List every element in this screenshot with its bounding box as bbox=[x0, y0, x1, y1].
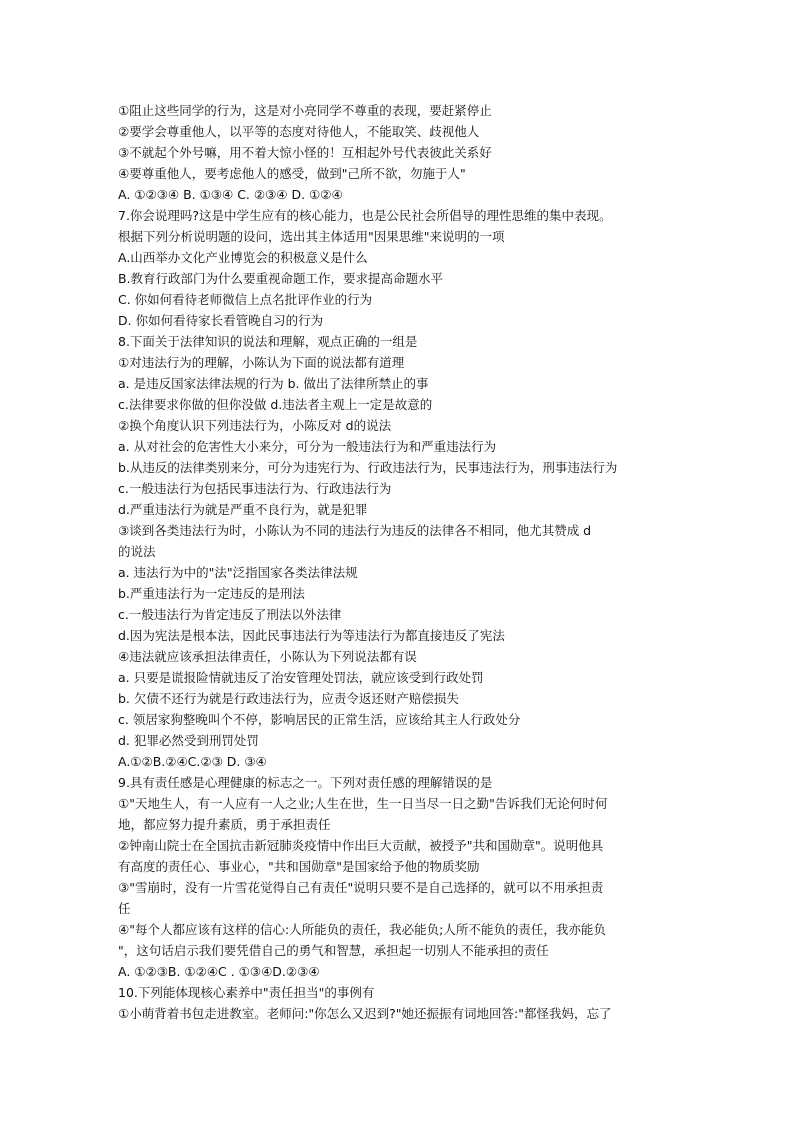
text-line: A. ①②③④ B. ①③④ C. ②③④ D. ①②④ bbox=[118, 187, 343, 202]
text-line: C. 你如何看待老师微信上点名批评作业的行为 bbox=[118, 292, 373, 307]
text-line: a. 违法行为中的"法"泛指国家各类法律法规 bbox=[118, 565, 358, 580]
text-line: c.一般违法行为包括民事违法行为、行政违法行为 bbox=[118, 481, 392, 496]
document-page bbox=[118, 100, 678, 1024]
text-line: 7.你会说理吗?这是中学生应有的核心能力，也是公民社会所倡导的理性思维的集中表现。 bbox=[118, 208, 612, 223]
text-line: 地，都应努力提升素质，勇于承担责任 bbox=[118, 817, 331, 832]
text-line: c.法律要求你做的但你没做 d.违法者主观上一定是故意的 bbox=[118, 397, 433, 412]
text-line: D. 你如何看待家长看管晚自习的行为 bbox=[118, 313, 324, 328]
text-line: a. 是违反国家法律法规的行为 b. 做出了法律所禁止的事 bbox=[118, 376, 429, 391]
text-line: ②换个角度认识下列违法行为，小陈反对 d的说法 bbox=[118, 418, 392, 433]
text-line: 根据下列分析说明题的设问，选出其主体适用"因果思维"来说明的一项 bbox=[118, 229, 505, 244]
text-line: c. 领居家狗整晚叫个不停，影响居民的正常生活，应该给其主人行政处分 bbox=[118, 712, 521, 727]
text-line: ①小萌背着书包走进教室。老师问:"你怎么又迟到?"她还振振有词地回答:"都怪我妈，忘了 bbox=[118, 1006, 612, 1021]
text-line: 8.下面关于法律知识的说法和理解，观点正确的一组是 bbox=[118, 334, 418, 349]
text-line: ①阻止这些同学的行为，这是对小亮同学不尊重的表现，要赶紧停止 bbox=[118, 103, 492, 118]
text-line: a. 从对社会的危害性大小来分，可分为一般违法行为和严重违法行为 bbox=[118, 439, 497, 454]
text-line: d.因为宪法是根本法，因此民事违法行为等违法行为都直接违反了宪法 bbox=[118, 628, 505, 643]
text-line: "，这句话启示我们要凭借自己的勇气和智慧，承担起一切别人不能承担的责任 bbox=[118, 943, 549, 958]
text-line: d.严重违法行为就是严重不良行为，就是犯罪 bbox=[118, 502, 368, 517]
text-line: 有高度的责任心、事业心，"共和国勋章"是国家给予他的物质奖励 bbox=[118, 859, 480, 874]
text-line: c.一般违法行为肯定违反了刑法以外法律 bbox=[118, 607, 342, 622]
text-line: A.山西举办文化产业博览会的积极意义是什么 bbox=[118, 250, 368, 265]
text-line: ①"天地生人，有一人应有一人之业;人生在世，生一日当尽一日之勤"告诉我们无论何时何 bbox=[118, 796, 608, 811]
text-line: d. 犯罪必然受到刑罚处罚 bbox=[118, 733, 259, 748]
text-line: A.①②B.②④C.②③ D. ③④ bbox=[118, 754, 267, 769]
text-line: ①对违法行为的理解，小陈认为下面的说法都有道理 bbox=[118, 355, 405, 370]
text-line: B.教育行政部门为什么要重视命题工作，要求提高命题水平 bbox=[118, 271, 444, 286]
text-line: b. 欠债不还行为就是行政违法行为，应责令返还财产赔偿损失 bbox=[118, 691, 459, 706]
text-line: ②要学会尊重他人，以平等的态度对待他人，不能取笑、歧视他人 bbox=[118, 124, 480, 139]
text-line: ③谈到各类违法行为时，小陈认为不同的违法行为违反的法律各不相同，他尤其赞成 d bbox=[118, 523, 592, 538]
text-line: ③不就起个外号嘛，用不着大惊小怪的！互相起外号代表彼此关系好 bbox=[118, 145, 492, 160]
text-line: ②钟南山院士在全国抗击新冠肺炎疫情中作出巨大贡献，被授予"共和国勋章"。说明他具 bbox=[118, 838, 604, 853]
text-line: 10.下列能体现核心素养中"责任担当"的事例有 bbox=[118, 985, 375, 1000]
text-line: a. 只要是谎报险情就违反了治安管理处罚法，就应该受到行政处罚 bbox=[118, 670, 484, 685]
text-line: 9.具有责任感是心理健康的标志之一。下列对责任感的理解错误的是 bbox=[118, 775, 493, 790]
text-line: ④违法就应该承担法律责任，小陈认为下列说法都有误 bbox=[118, 649, 417, 664]
text-line: A. ①②③B. ①②④C . ①③④D.②③④ bbox=[118, 964, 320, 979]
text-line: b.从违反的法律类别来分，可分为违宪行为、行政违法行为，民事违法行为，刑事违法行为 bbox=[118, 460, 618, 475]
text-line: 任 bbox=[118, 901, 131, 916]
text-line: ④"每个人都应该有这样的信心:人所能负的责任，我必能负;人所不能负的责任，我亦能负 bbox=[118, 922, 606, 937]
text-line: b.严重违法行为一定违反的是刑法 bbox=[118, 586, 305, 601]
text-line: ④要尊重他人，要考虑他人的感受，做到"己所不欲，勿施于人" bbox=[118, 166, 466, 181]
text-line: ③"雪崩时，没有一片雪花觉得自己有责任"说明只要不是自己选择的，就可以不用承担责 bbox=[118, 880, 604, 895]
text-line: 的说法 bbox=[118, 544, 156, 559]
